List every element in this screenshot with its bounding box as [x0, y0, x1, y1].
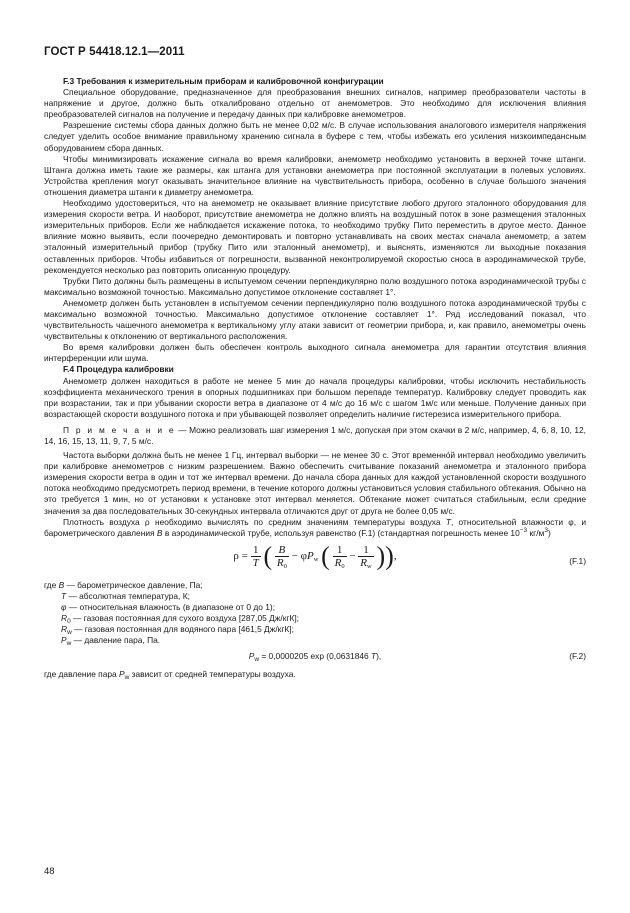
- formula-f1: [44, 541, 586, 578]
- definition-item: $R_0$ — газовая постоянная для сухого воздуха [287,05 Дж/кгК];: [61, 613, 299, 626]
- formula-f2: [44, 651, 586, 665]
- definition-item: T — абсолютная температура, К;: [61, 590, 190, 601]
- note-text: — Можно реализовать шаг измерения 1 м/с, допуская при этом скачки в 2 м/с, например, 4, 6, 8, 10, 12, 14, 16, 15, 13, 11, 9, 7, 5 м/с.: [44, 424, 586, 446]
- definition-item: $R_w$ — газовая постоянная для водяного пара [461,5 Дж/кгК];: [61, 624, 294, 637]
- section-f4-title: F.4 Процедура калибровки: [63, 364, 174, 375]
- paragraph: Анемометр должен быть установлен в испытуемом сечении перпендикулярно полю воздушного потока аэродинамической трубы с максимально возможной точностью. Максимально допустимое отклонение составляет 1°. Ряд исследований показал, что чувствительность чашечного анемометра к вертикальному углу атаки зависит от геометрии прибора, и, как правило, анемометры очень чувствительны к отклонению от вертикального расположения.: [44, 297, 586, 342]
- paragraph: Трубки Пито должны быть размещены в испытуемом сечении перпендикулярно полю воздушного потока аэродинамической трубы с максимально возможной точностью. Максимально допустимое отклонение составляет 1°.: [44, 275, 586, 297]
- formula-f2-number: (F.2): [569, 651, 586, 662]
- formula-f1-expression: ρ = $\frac{1}{T}$ ( $\frac{B}{R_0}$ − $\varphi P_w$ ( $\frac{1}{R_0}$ − $\frac{1}{R_w}$ )),: [233, 541, 397, 571]
- paragraph: Специальное оборудование, предназначенное для преобразования внешних сигналов, например преобразователи частоты в напряжение и другое, должно быть откалибровано отдельно от анемометров. Это необходимо для исключения влияния преобразователей сигналов на получение и передачу данных при калибровке анемометров.: [44, 87, 586, 120]
- section-f3-title: F.3 Требования к измерительным приборам и калибровочной конфигурации: [63, 76, 384, 86]
- closing-line: где давление пара $P_w$ зависит от средней температуры воздуха.: [44, 669, 296, 682]
- paragraph: Необходимо удостовериться, что на анемометр не оказывает влияние присутствие любого другого эталонного оборудования для измерения скорости ветра. И наоборот, присутствие анемометра не должно влиять на воздушный поток в зоне размещения эталонных измерительных приборов. Если же наблюдается искажение потока, то необходимо трубку Пито переместить в другое место. Данное влияние можно выявить, если поочередно демонтировать и повторно устанавливать на своих местах сначала анемометр, а затем эталонный измерительный прибор (трубку Пито или эталонный анемометр), и выяснять, изменяются ли выходные показания оставленных приборов. Чтобы избавиться от погрешности, вызванной неконтролируемой скоростью сноса в аэродинамической трубе, рекомендуется несколько раз повторить описанную процедуру.: [44, 198, 586, 275]
- paragraph: Чтобы минимизировать искажение сигнала во время калибровки, анемометр необходимо установить в верхней точке штанги. Штанга должна иметь такие же размеры, как штанга для установки анемометра при постоянной эксплуатации в полевых условиях. Устройства крепления могут оказывать значительное влияние на чувствительность прибора, особенно в случае большого значения отношения диаметра штанги к диаметру анемометра.: [44, 153, 586, 197]
- definition-item: где B — барометрическое давление, Па;: [44, 579, 203, 590]
- paragraph: Во время калибровки должен быть обеспечен контроль выходного сигнала анемометра для гарантии отсутствия влияния интерференции или шума.: [44, 342, 586, 364]
- definitions-list: [44, 580, 586, 647]
- paragraph: Частота выборки должна быть не менее 1 Гц, интервал выборки — не менее 30 с. Этот временно́й интервал необходимо увеличить при калибровке анемометров с низким разрешением. Важно обеспечить считывание показаний анемометра и эталонного прибора измерения скорости ветра в один и тот же интервал времени. До начала сбора данных для каждой установленной скорости воздушного потока необходимо предусмотреть период времени, в течение которого должны установиться условия стабильного обтекания. Обычно на это требуется 1 мин, но от установки к установке этот интервал меняется. Обтекание может считаться стабильным, если средние значения за два последовательных 30-секундных интервала отличаются друг от друга не более 0,05 м/с.: [44, 450, 586, 516]
- paragraph: Разрешение системы сбора данных должно быть не менее 0,02 м/с. В случае использования аналогового измерителя напряжения следует уделить особое внимание правильному хранению сигнала в буфере с тем, чтобы избежать его усиления низкоимпедансным оборудованием сбора данных.: [44, 120, 586, 153]
- definition-item: $P_w$ — давление пара, Па.: [61, 635, 161, 648]
- paragraph-density: Плотность воздуха ρ необходимо вычислять по средним значениям температуры воздуха T, относительной влажности φ, и барометрического давления B в аэродинамической трубе, используя равенство (F.1) (стандартная погрешность менее $10^{-3}$ $кг/м^3$): [44, 516, 586, 538]
- main-text: [44, 76, 586, 681]
- note: [44, 425, 586, 447]
- formula-f2-expression: $P_w = 0,0000205$ exp (0,0631846 T),: [248, 651, 382, 664]
- formula-f1-number: (F.1): [569, 555, 586, 566]
- page-number: 48: [44, 866, 55, 877]
- note-label: П р и м е ч а н и е: [63, 424, 176, 435]
- definition-item: φ — относительная влажность (в диапазоне от 0 до 1);: [61, 602, 276, 613]
- paragraph: Анемометр должен находиться в работе не менее 5 мин до начала процедуры калибровки, чтобы исключить нестабильность коэффициента механического трения в опорных подшипниках при большом перепаде температур. Калибровку следует проводить как при возрастании, так и при убывании скорости ветра в диапазоне от 4 м/с до 16 м/с с шагом 1м/с или меньше. Получение данных при возрастающей скорости воздушного потока и при убывающей позволяет определить наличие гистерезиса измерительного прибора.: [44, 375, 586, 419]
- page-header: ГОСТ Р 54418.12.1—2011: [44, 46, 185, 58]
